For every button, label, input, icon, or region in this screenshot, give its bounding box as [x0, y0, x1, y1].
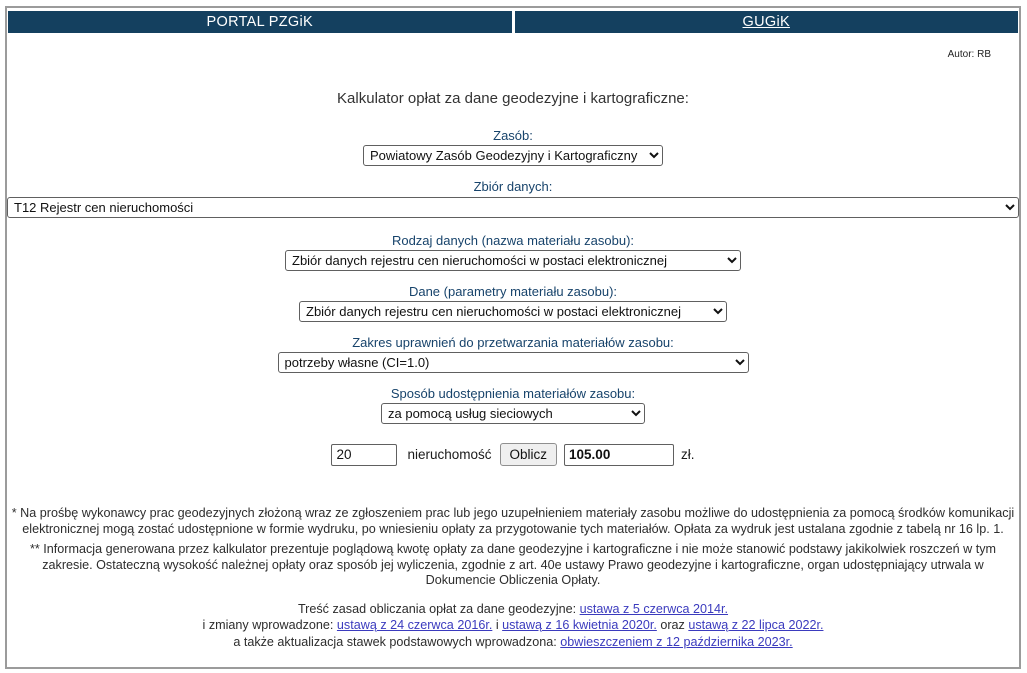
zbior-danych-select[interactable] [7, 197, 1019, 218]
obwieszczenie-2023-link[interactable]: obwieszczeniem z 12 października 2023r. [560, 634, 793, 649]
legal-line-2 [7, 617, 1019, 634]
zakres-uprawnien-select[interactable] [278, 352, 749, 373]
sposob-udostepnienia-select[interactable] [381, 403, 645, 424]
gugik-link[interactable]: GUGiK [515, 11, 1019, 33]
legal-links [7, 601, 1019, 651]
currency-label: zł. [681, 447, 695, 462]
oblicz-button[interactable]: Oblicz [500, 443, 558, 466]
sposob-udostepnienia-label: Sposób udostępnienia materiałów zasobu: [390, 386, 636, 401]
quantity-input[interactable] [331, 444, 397, 466]
rodzaj-danych-select[interactable] [285, 250, 741, 271]
page-title: Kalkulator opłat za dane geodezyjne i kartograficzne: [337, 90, 689, 107]
portal-pzgik-link[interactable]: PORTAL PZGiK [8, 11, 512, 33]
ustawa-2016-link[interactable]: ustawą z 24 czerwca 2016r. [336, 618, 493, 632]
sposob-udostepnienia-group [7, 386, 1019, 424]
zakres-uprawnien-group [7, 335, 1019, 373]
ustawa-2022-link[interactable]: ustawą z 22 lipca 2022r. [688, 618, 824, 632]
legal-line-2-text: i zmiany wprowadzone: [202, 618, 337, 632]
zbior-danych-group [7, 179, 1019, 218]
zasob-group [7, 128, 1019, 166]
page-frame [5, 6, 1021, 669]
author-credit: Autor: RB [947, 49, 991, 60]
dane-parametry-select[interactable] [299, 301, 727, 322]
legal-line-3 [7, 634, 1019, 651]
legal-line-2-sep1: i [492, 618, 503, 632]
header-nav [8, 11, 1018, 33]
legal-line-1-text: Treść zasad obliczania opłat za dane geodezyjne: [297, 601, 580, 616]
rodzaj-danych-group [7, 233, 1019, 271]
unit-label: nieruchomość [407, 447, 492, 462]
zasob-select[interactable] [363, 145, 663, 166]
calc-row [7, 443, 1019, 466]
dane-parametry-group [7, 284, 1019, 322]
dane-parametry-label: Dane (parametry materiału zasobu): [408, 284, 618, 299]
zasob-label: Zasób: [493, 128, 533, 143]
footnote-1: * Na prośbę wykonawcy prac geodezyjnych złożoną wraz ze zgłoszeniem prac lub jego uzupełnieniem materiały zasobu możliwe do udostępnienia za pomocą środków komunikacji elektronicznej mogą zostać udostępnione w formie wydruku, po wniesieniu opłaty za przygotowanie tych materiałów. Opłata za wydruk jest ustalana zgodnie z tabelą nr 16 lp. 1. [11, 506, 1015, 536]
ustawa-2020-link[interactable]: ustawą z 16 kwietnia 2020r. [502, 618, 657, 632]
result-input[interactable] [564, 444, 674, 466]
zakres-uprawnien-label: Zakres uprawnień do przetwarzania materiałów zasobu: [352, 335, 674, 350]
rodzaj-danych-label: Rodzaj danych (nazwa materiału zasobu): [391, 233, 635, 248]
ustawa-2014-link[interactable]: ustawa z 5 czerwca 2014r. [579, 601, 729, 616]
legal-line-3-text: a także aktualizacja stawek podstawowych wprowadzona: [233, 634, 561, 649]
footnotes [11, 506, 1015, 589]
zbior-danych-label: Zbiór danych: [473, 179, 553, 194]
legal-line-1 [7, 601, 1019, 618]
footnote-2: ** Informacja generowana przez kalkulator prezentuje poglądową kwotę opłaty za dane geodezyjne i kartograficzne i nie może stanowić podstawy jakikolwiek roszczeń w tym zakresie. Ostateczną wysokość należnej opłaty oraz sposób jej wyliczenia, zgodnie z art. 40e ustawy Prawo geodezyjne i kartograficzne, organ udostępniający utrwala w Dokumencie Obliczenia Opłaty. [29, 542, 997, 587]
legal-line-2-sep2: oraz [656, 618, 689, 632]
